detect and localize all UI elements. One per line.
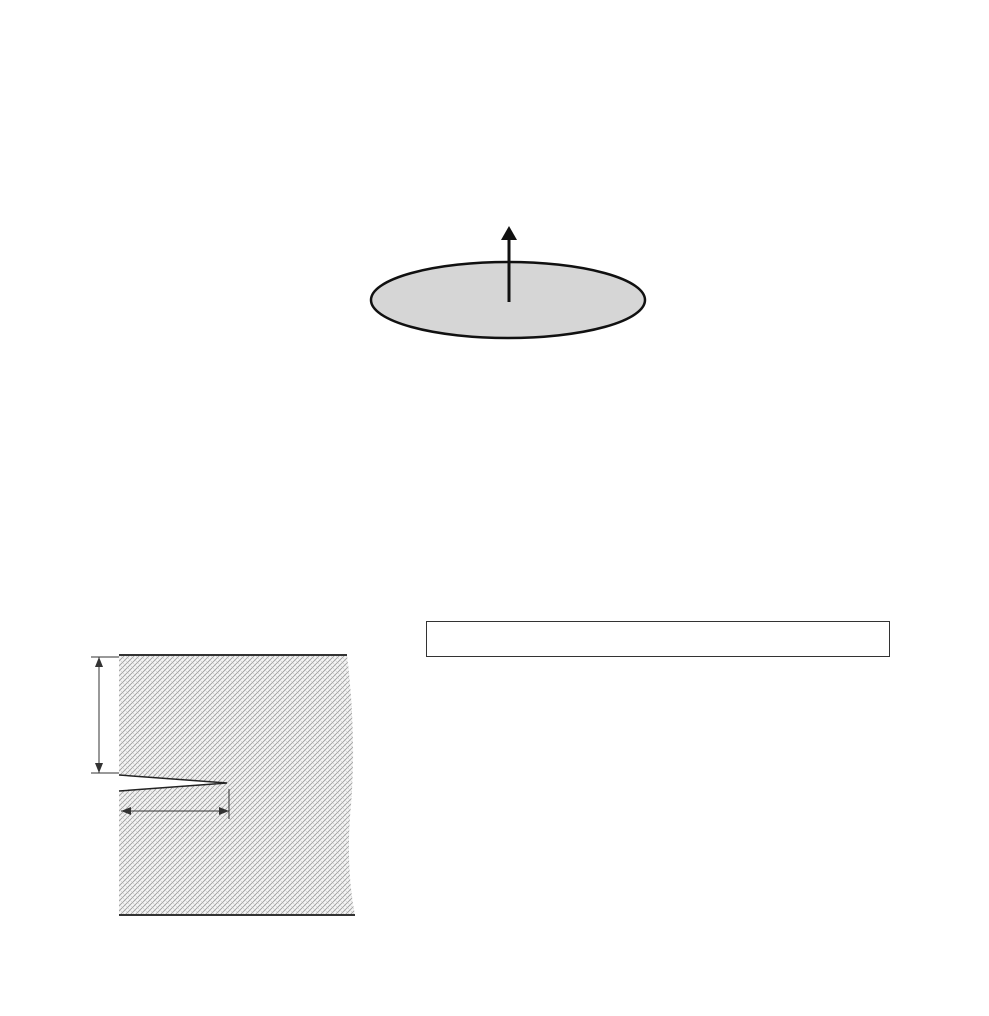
explanation-box [426, 621, 890, 657]
wafer-diagram [360, 220, 660, 350]
specimen-body [119, 655, 355, 915]
normal-arrow-head [501, 226, 517, 240]
edge-crack-diagram [85, 585, 375, 965]
